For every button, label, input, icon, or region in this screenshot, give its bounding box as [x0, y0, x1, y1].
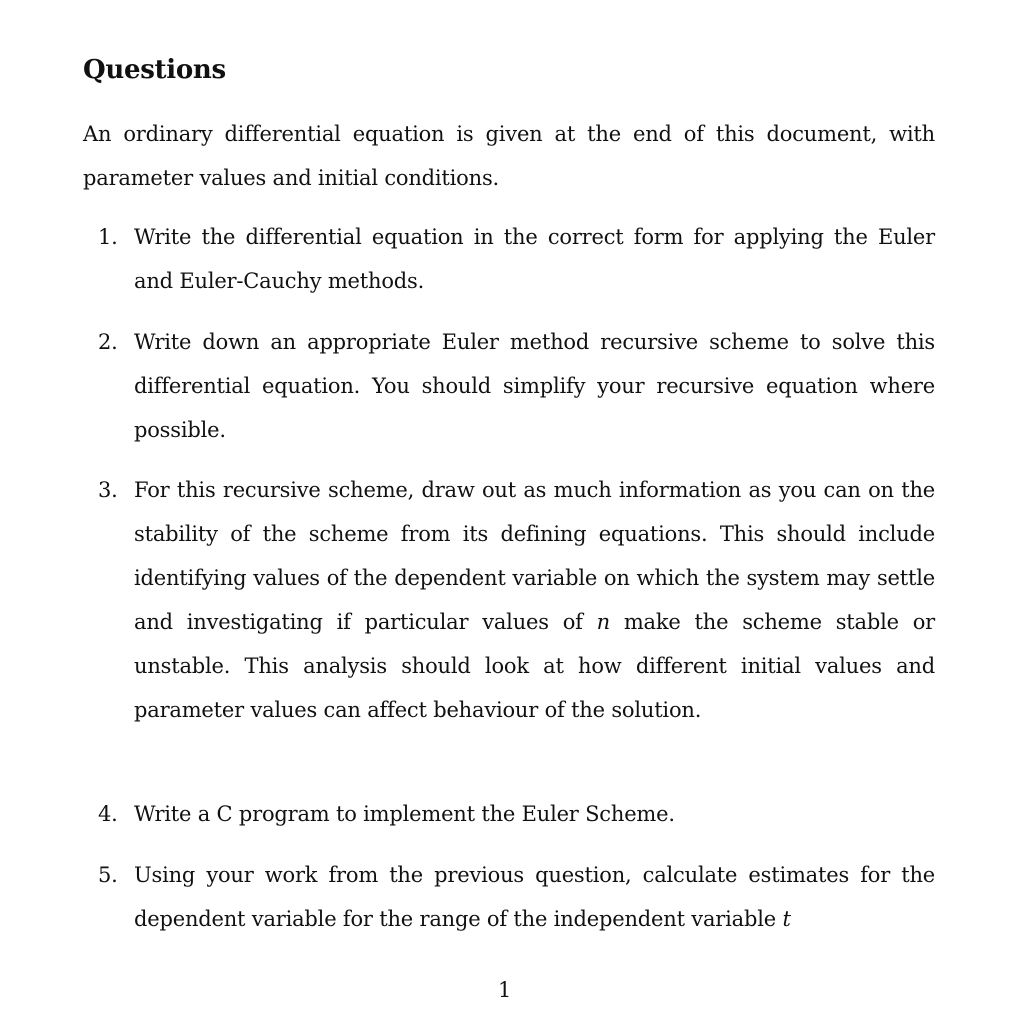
question-text: Write a C program to implement the Euler Scheme. [134, 802, 675, 826]
section-heading: Questions [83, 55, 226, 85]
page-number: 1 [498, 978, 512, 1002]
math-variable-t: t [782, 907, 791, 931]
question-text [134, 468, 935, 732]
question-item-3 [98, 468, 935, 732]
question-item-4 [98, 792, 935, 836]
question-text [134, 853, 935, 941]
question-item-2 [98, 320, 935, 452]
question-item-5 [98, 853, 935, 941]
question-text-part: make the scheme stable or unstable. This analysis should look at how different initial values and parameter values can affect behaviour of the solution. [134, 610, 936, 722]
question-number: 1. [98, 225, 118, 249]
question-text-part: Using your work from the previous question, calculate estimates for the dependent variable for the range of the independent variable [134, 863, 935, 931]
question-text-part: For this recursive scheme, draw out as much information as you can on the stability of the scheme from its defining equations. This should include identifying values of the dependent variable on which the system may settle and investigating if particular values of [134, 478, 935, 634]
math-variable-n: n [596, 610, 610, 634]
question-number: 5. [98, 863, 118, 887]
question-text: Write down an appropriate Euler method recursive scheme to solve this differential equation. You should simplify your recursive equation where possible. [134, 330, 935, 442]
question-item-1 [98, 215, 935, 303]
intro-paragraph: An ordinary differential equation is given at the end of this document, with parameter values and initial conditions. [83, 122, 935, 190]
question-number: 2. [98, 330, 118, 354]
question-number: 3. [98, 478, 118, 502]
question-text: Write the differential equation in the correct form for applying the Euler and Euler-Cauchy methods. [134, 225, 935, 293]
question-number: 4. [98, 802, 118, 826]
